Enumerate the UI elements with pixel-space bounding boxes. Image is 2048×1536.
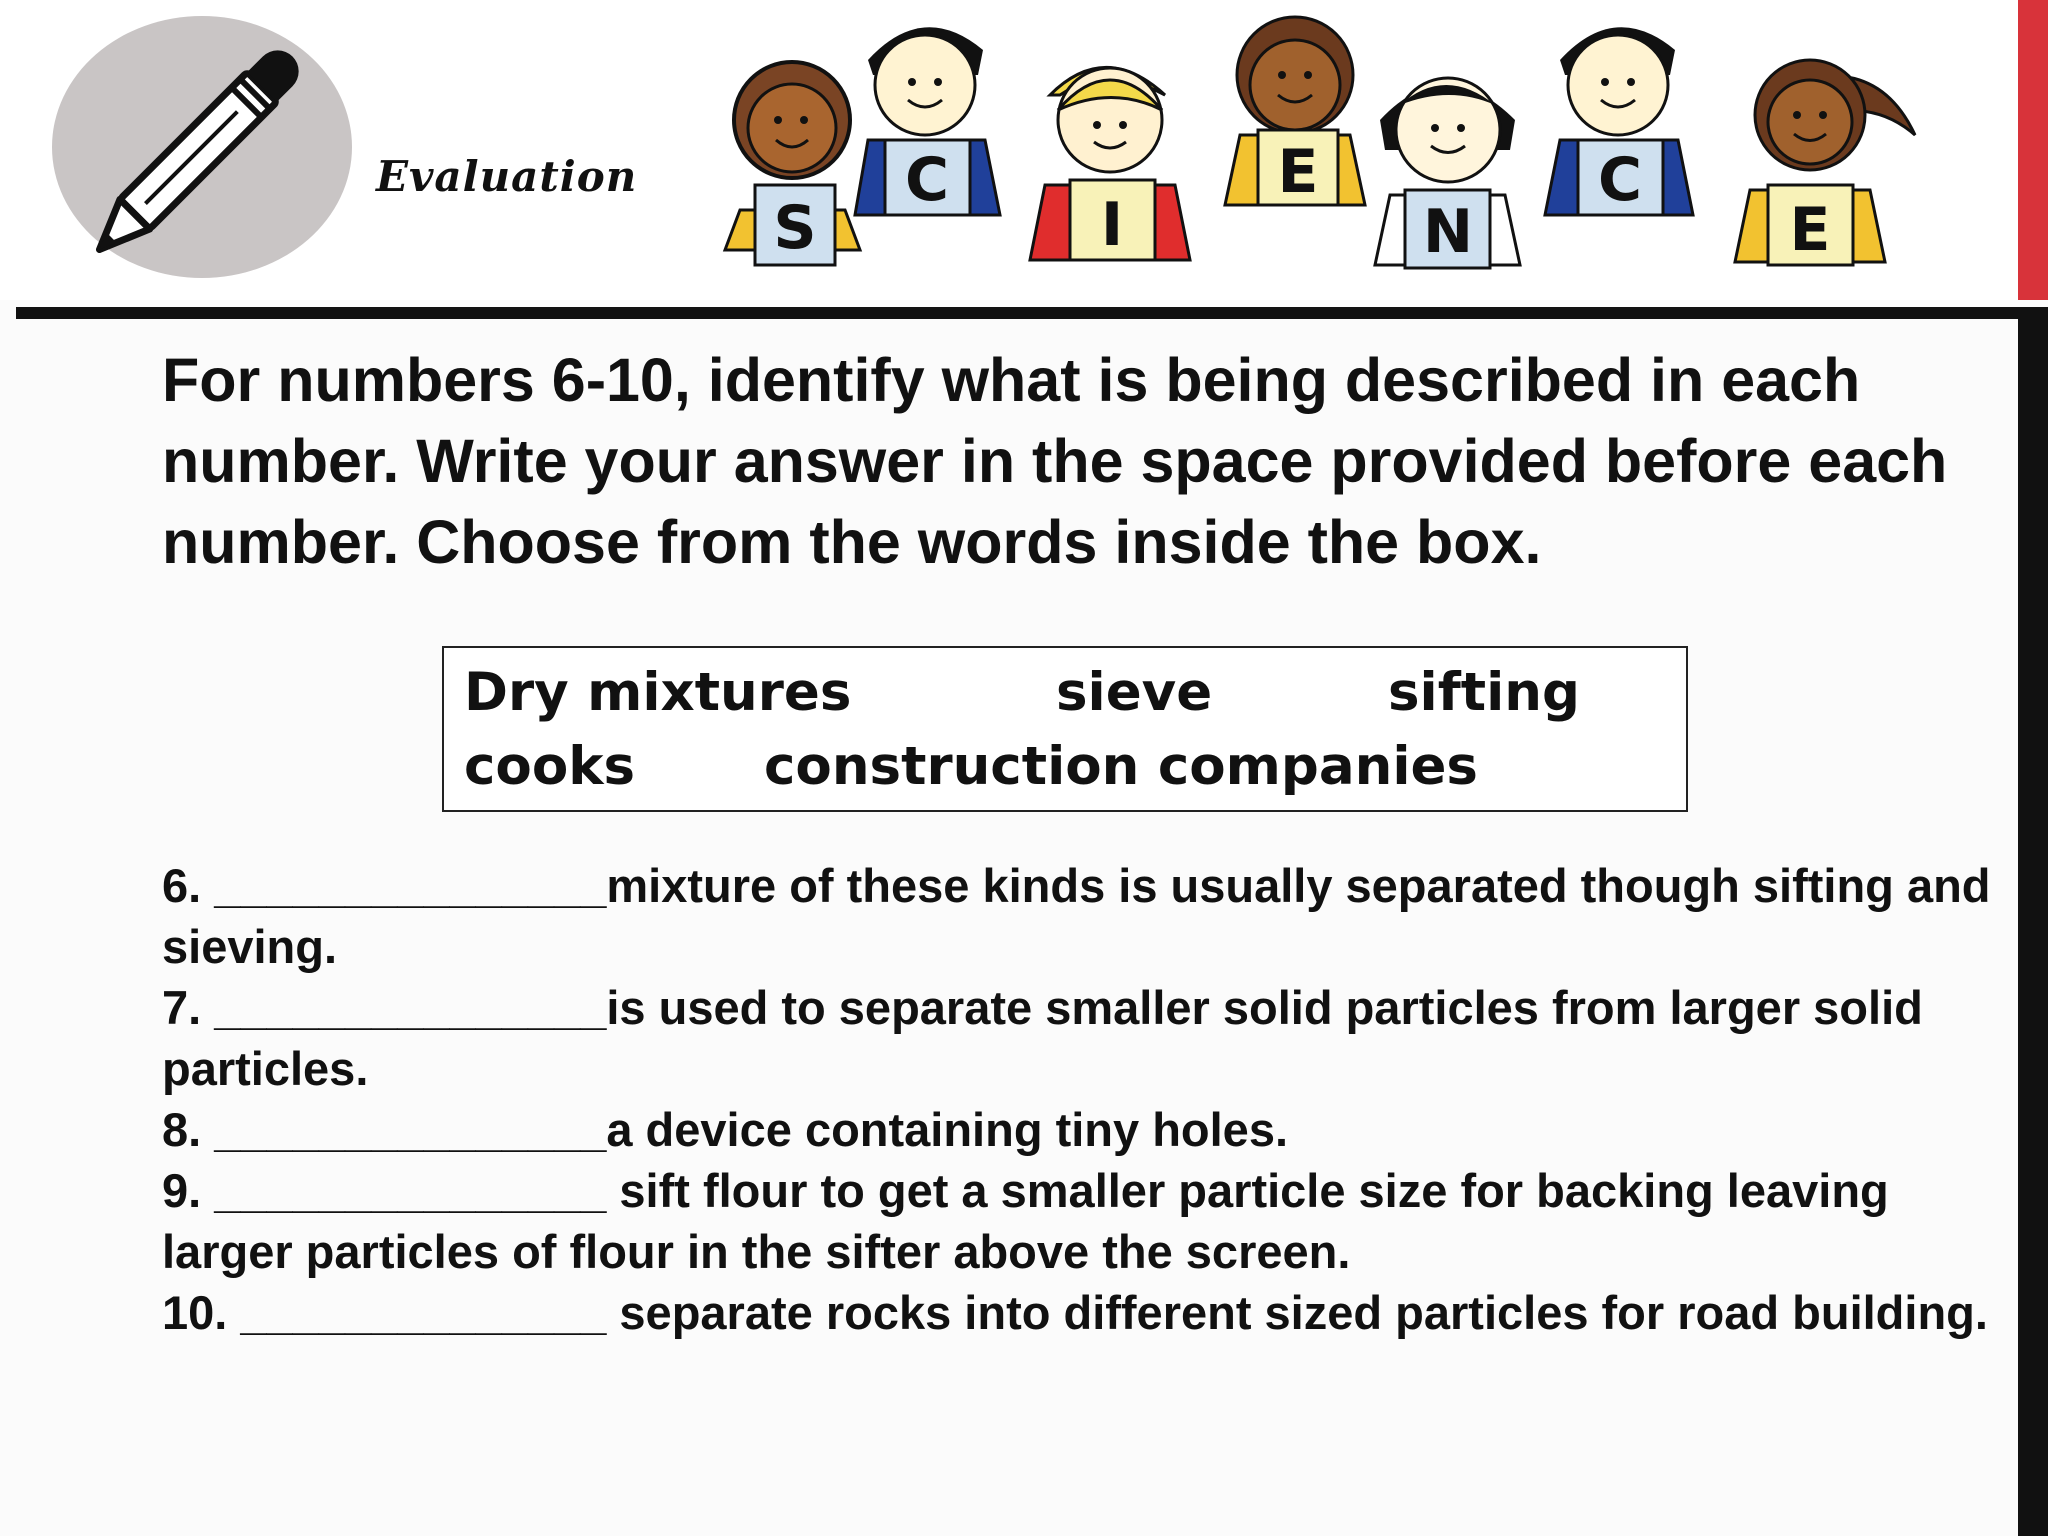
science-kids-illustration	[700, 0, 2018, 300]
kid-figure-e1	[1225, 17, 1365, 207]
question-number: 8.	[162, 1103, 202, 1156]
answer-blank[interactable]: _______________	[214, 1164, 607, 1217]
letter-s: S	[773, 193, 817, 263]
question-text: separate rocks into different sized particles for road building.	[606, 1286, 1988, 1339]
slide-header	[0, 0, 2048, 300]
letter-n: N	[1422, 197, 1474, 267]
letter-i: I	[1100, 190, 1124, 260]
kid-figure-c1	[855, 27, 1000, 215]
right-edge-bar	[2018, 319, 2048, 1536]
word-bank-box	[442, 646, 1688, 812]
answer-blank[interactable]: _______________	[214, 1103, 607, 1156]
kid-figure-i	[1030, 68, 1190, 261]
word-bank-item: cooks	[464, 736, 636, 797]
question-text: sift flour to get a smaller particle size for backing leaving larger particles of flour in the sifter above the screen.	[162, 1164, 1889, 1278]
answer-blank[interactable]: ______________	[240, 1286, 607, 1339]
question-list	[162, 855, 2002, 1343]
answer-blank[interactable]: _______________	[214, 981, 607, 1034]
section-label: Evaluation	[376, 152, 638, 201]
word-bank-item: sifting	[1388, 662, 1580, 723]
accent-red-bar	[2018, 0, 2048, 300]
question-item	[162, 1099, 2002, 1160]
question-number: 6.	[162, 859, 202, 912]
question-text: mixture of these kinds is usually separated though sifting and sieving.	[162, 859, 1991, 973]
kid-figure-n	[1375, 78, 1520, 268]
letter-e1: E	[1277, 137, 1319, 207]
word-bank-item: construction companies	[764, 736, 1478, 797]
letter-c1: C	[904, 145, 950, 215]
question-number: 10.	[162, 1286, 228, 1339]
question-number: 7.	[162, 981, 202, 1034]
kid-figure-c2	[1545, 27, 1693, 215]
answer-blank[interactable]: _______________	[214, 859, 607, 912]
question-item	[162, 855, 2002, 977]
letter-e2: E	[1789, 195, 1831, 265]
word-bank-item: Dry mixtures	[464, 662, 852, 723]
question-item	[162, 977, 2002, 1099]
kid-figure-s	[725, 62, 860, 265]
question-number: 9.	[162, 1164, 202, 1217]
word-bank-item: sieve	[1056, 662, 1213, 723]
pencil-icon	[52, 16, 352, 278]
pencil-badge	[52, 16, 352, 278]
question-item	[162, 1282, 2002, 1343]
instructions-text: For numbers 6-10, identify what is being described in each number. Write your answer in the space provided before each number. Choose from the words inside the box.	[162, 346, 1948, 576]
letter-c2: C	[1597, 145, 1643, 215]
kid-figure-e2	[1735, 60, 1915, 265]
question-item	[162, 1160, 2002, 1282]
question-text: a device containing tiny holes.	[606, 1103, 1289, 1156]
header-divider	[16, 307, 2048, 319]
question-text: is used to separate smaller solid particles from larger solid particles.	[162, 981, 1923, 1095]
